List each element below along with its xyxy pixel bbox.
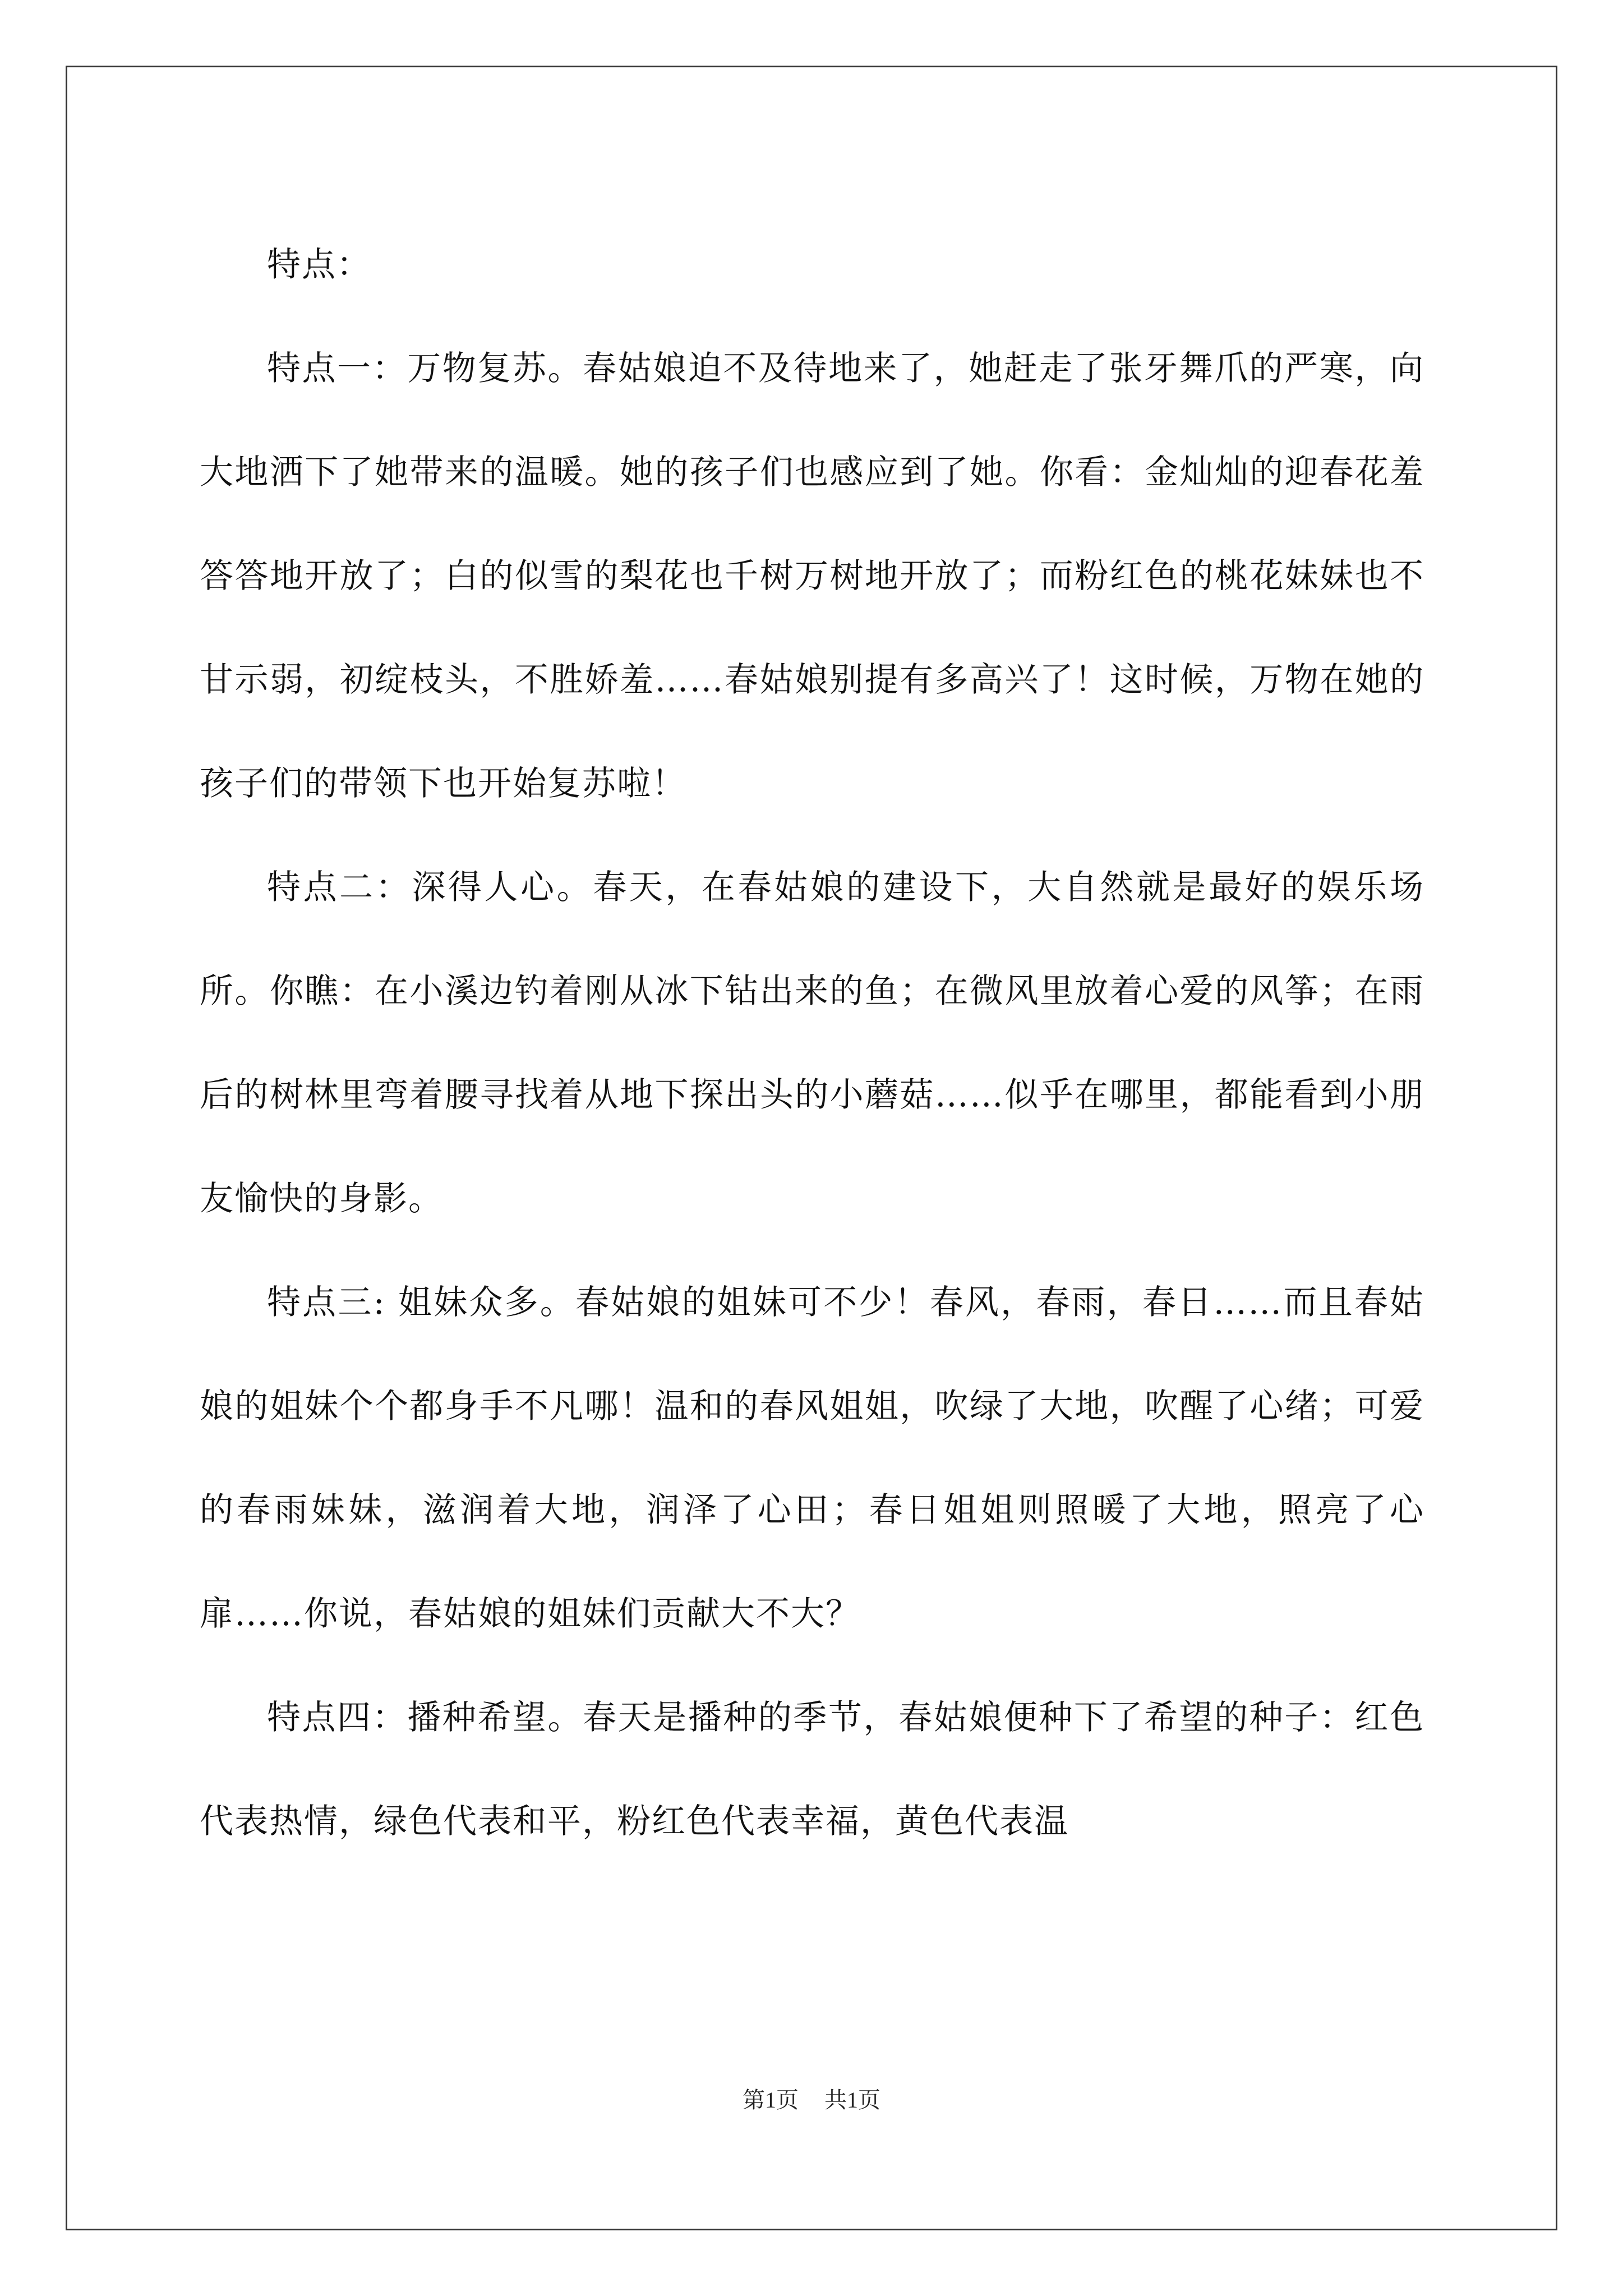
- paragraph-feature-3: 特点三: 姐妹众多。春姑娘的姐妹可不少！春风，春雨，春日……而且春姑娘的姐妹个个都身手不凡哪！温和的春风姐姐，吹绿了大地，吹醒了心绪；可爱的春雨妹妹，滋润着大地，润泽了心田；春日姐姐则照暖了大地，照亮了心扉……你说，春姑娘的姐妹们贡献大不大？: [200, 1283, 1424, 1634]
- paragraph-feature-1: 特点一：万物复苏。春姑娘迫不及待地来了，她赶走了张牙舞爪的严寒，向大地洒下了她带来的温暖。她的孩子们也感应到了她。你看：金灿灿的迎春花羞答答地开放了；白的似雪的梨花也千树万树地开放了；而粉红色的桃花妹妹也不甘示弱，初绽枝头，不胜娇羞……春姑娘别提有多高兴了！这时候，万物在她的孩子们的带领下也开始复苏啦！: [200, 349, 1424, 803]
- paragraph-feature-4: 特点四：播种希望。春天是播种的季节，春姑娘便种下了希望的种子：红色代表热情，绿色代表和平，粉红色代表幸福，黄色代表温: [200, 1698, 1424, 1841]
- page-number: 第1页: [743, 2087, 799, 2113]
- page-total: 共1页: [824, 2087, 880, 2113]
- paragraph-heading: 特点：: [267, 245, 371, 284]
- paragraph-feature-2: 特点二：深得人心。春天，在春姑娘的建设下，大自然就是最好的娱乐场所。你瞧：在小溪边钓着刚从冰下钻出来的鱼；在微风里放着心爱的风筝；在雨后的树林里弯着腰寻找着从地下探出头的小蘑菇……似乎在哪里，都能看到小朋友愉快的身影。: [200, 868, 1424, 1218]
- page-footer: [0, 2082, 1623, 2114]
- document-body: [200, 213, 1424, 1874]
